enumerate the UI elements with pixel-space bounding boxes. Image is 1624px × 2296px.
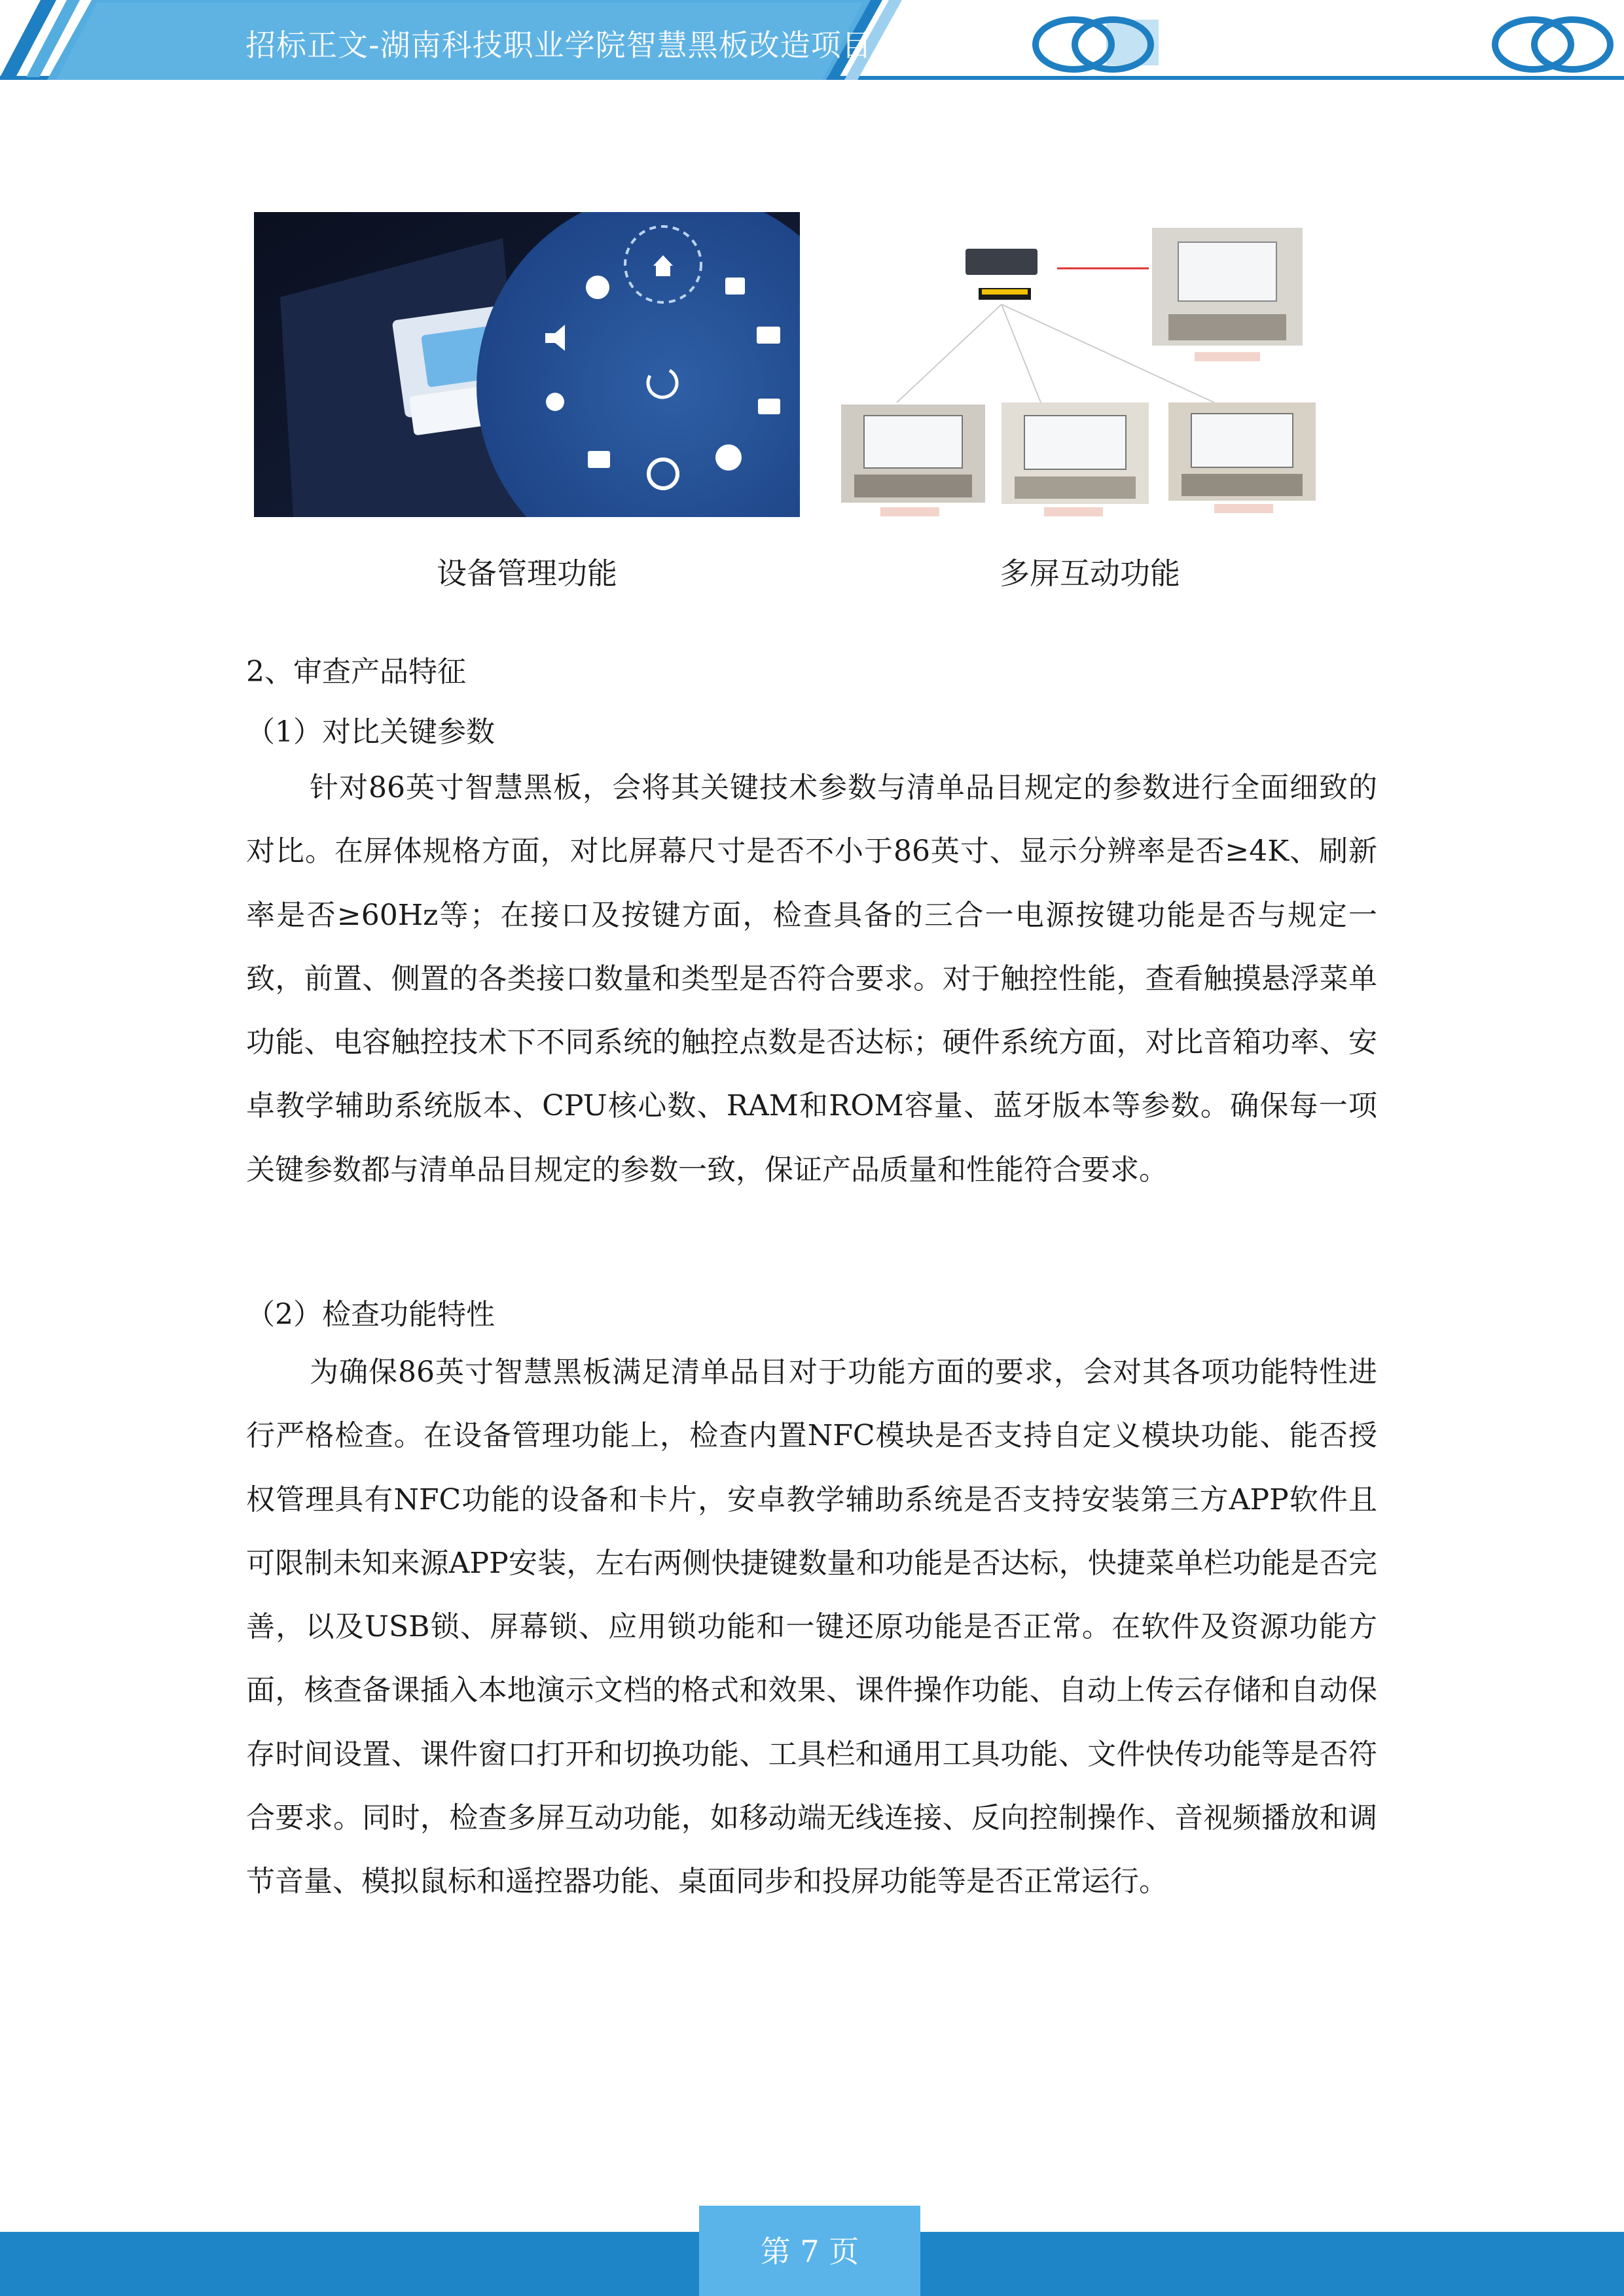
double-ring-logo-icon xyxy=(1028,12,1159,77)
paragraph: 为确保86英寸智慧黑板满足清单品目对于功能方面的要求，会对其各项功能特性进行严格检查。在设备管理功能上，检查内置NFC模块是否支持自定义模块功能、能否授权管理具有NFC功能的设备和卡片，安卓教学辅助系统是否支持安装第三方APP软件且可限制未知来源APP安装，左右两侧快捷键数量和功能是否达标，快捷菜单栏功能是否完善，以及USB锁、屏幕锁、应用锁功能和一键还原功能是否正常。在软件及资源功能方面，核查备课插入本地演示文档的格式和效果、课件操作功能、自动上传云存储和自动保存时间设置、课件窗口打开和切换功能、工具栏和通用工具功能、文件快传功能等是否符合要求。同时，检查多屏互动功能，如移动端无线连接、反向控制操作、音视频播放和调节音量、模拟鼠标和遥控器功能、桌面同步和投屏功能等是否正常运行。 xyxy=(246,1355,1377,1899)
page-header xyxy=(0,0,1624,85)
figure-caption: 设备管理功能 xyxy=(437,556,617,591)
section-heading: 2、审查产品特征 xyxy=(246,655,466,689)
subsection-heading: （2）检查功能特性 xyxy=(246,1298,495,1331)
multi-screen-classroom-diagram-icon xyxy=(828,216,1352,524)
subsection-heading: （1）对比关键参数 xyxy=(246,715,495,749)
page-number: 第 7 页 xyxy=(760,2234,859,2269)
figure-caption: 多屏互动功能 xyxy=(1000,556,1180,591)
document-title: 招标正文-湖南科技职业学院智慧黑板改造项目 xyxy=(245,27,873,63)
circular-menu-screen-photo-icon xyxy=(254,212,800,517)
double-ring-logo-icon xyxy=(1487,12,1618,77)
paragraph: 针对86英寸智慧黑板，会将其关键技术参数与清单品目规定的参数进行全面细致的对比。在屏体规格方面，对比屏幕尺寸是否不小于86英寸、显示分辨率是否≥4K、刷新率是否≥60Hz等；在接口及按键方面，检查具备的三合一电源按键功能是否与规定一致，前置、侧置的各类接口数量和类型是否符合要求。对于触控性能，查看触摸悬浮菜单功能、电容触控技术下不同系统的触控点数是否达标；硬件系统方面，对比音箱功率、安卓教学辅助系统版本、CPU核心数、RAM和ROM容量、蓝牙版本等参数。确保每一项关键参数都与清单品目规定的参数一致，保证产品质量和性能符合要求。 xyxy=(246,771,1377,1187)
